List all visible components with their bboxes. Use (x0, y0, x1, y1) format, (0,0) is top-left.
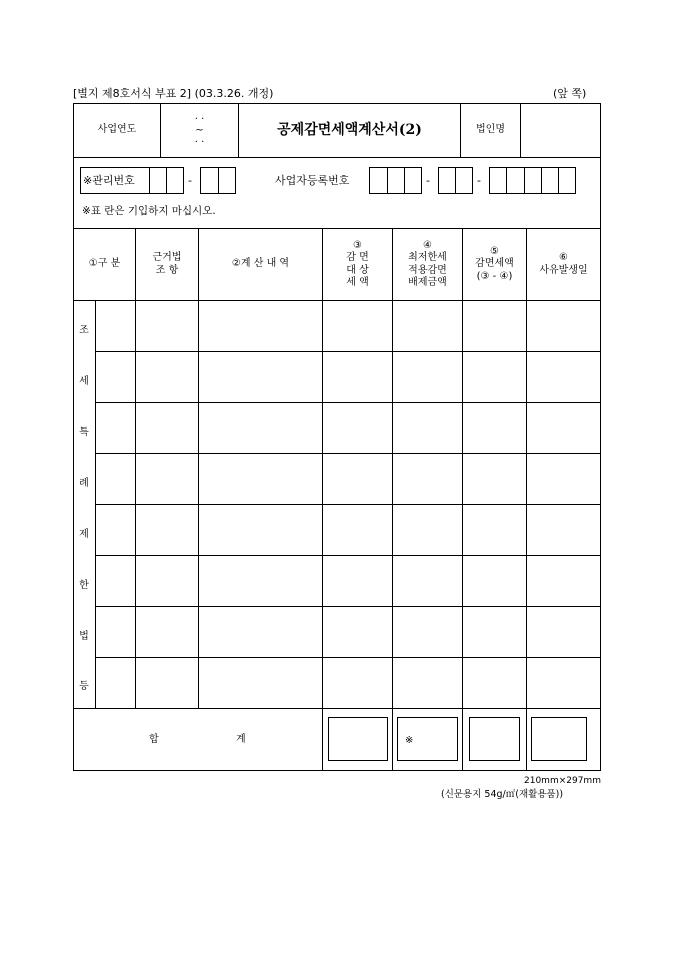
paper-size: 210mm×297mm (524, 776, 601, 786)
total-label-a: 합 (149, 734, 159, 745)
biz-reg-label: 사업자등록번호 (275, 174, 350, 187)
col-header-occurrence-date: ⑥ 사유발생일 (539, 252, 588, 276)
biz-reg-cell-7[interactable] (507, 168, 523, 193)
biz-reg-cell-2[interactable] (388, 168, 404, 193)
biz-reg-cell-10[interactable] (559, 168, 575, 193)
category-char-5: 제 (79, 529, 89, 540)
fiscal-period-start-field[interactable]: · · (194, 113, 205, 125)
paper-spec: (신문용지 54g/㎡(재활용품)) (441, 789, 564, 800)
table-row[interactable] (96, 352, 600, 402)
total-target-tax-field[interactable] (328, 717, 388, 761)
category-char-3: 특 (79, 427, 89, 438)
col-header-calculation: ②계 산 내 역 (231, 258, 290, 270)
table-row[interactable] (96, 505, 600, 555)
biz-reg-cell-4[interactable] (439, 168, 455, 193)
total-label-b: 계 (236, 734, 246, 745)
biz-reg-cell-5[interactable] (456, 168, 472, 193)
category-char-7: 법 (79, 631, 89, 642)
table-row[interactable] (96, 301, 600, 351)
category-char-8: 등 (79, 681, 89, 692)
page-side-label: (앞 쪽) (553, 87, 587, 100)
total-shaded-marker: ※ (405, 735, 414, 746)
biz-reg-dash-1: - (426, 174, 430, 187)
mgmt-no-cell-3[interactable] (201, 168, 217, 193)
table-row[interactable] (96, 556, 600, 606)
table-row[interactable] (96, 403, 600, 453)
corp-name-label: 법인명 (476, 124, 505, 136)
biz-reg-cell-9[interactable] (542, 168, 558, 193)
category-char-1: 조 (79, 325, 89, 336)
mgmt-no-cell-2[interactable] (167, 168, 183, 193)
fiscal-period-end-field[interactable]: · · (194, 136, 205, 148)
biz-reg-cell-6[interactable] (490, 168, 506, 193)
biz-reg-cell-1[interactable] (370, 168, 386, 193)
mgmt-no-cell-1[interactable] (150, 168, 166, 193)
form-title: 공제감면세액계산서(2) (277, 121, 422, 138)
category-char-6: 한 (79, 580, 89, 591)
table-row[interactable] (96, 454, 600, 504)
col-header-reduced-tax: ⑤ 감면세액 (③ - ④) (475, 245, 514, 282)
total-reduced-tax-field[interactable] (469, 717, 520, 761)
shaded-field-note: ※표 란은 기입하지 마십시오. (82, 205, 216, 217)
col-header-reduction-target-tax: ③ 감 면 대 상 세 액 (346, 239, 369, 288)
category-char-4: 례 (79, 478, 89, 489)
biz-reg-cell-3[interactable] (405, 168, 421, 193)
category-char-2: 세 (79, 376, 89, 387)
col-header-minimum-tax-exclusion: ④ 최저한세 적용감면 배제금액 (408, 239, 447, 288)
col-header-legal-basis: 근거법 조 항 (152, 252, 182, 276)
form-reference: [별지 제8호서식 부표 2] (03.3.26. 개정) (73, 87, 274, 100)
corp-name-field[interactable] (521, 104, 600, 157)
total-date-field[interactable] (531, 717, 587, 761)
table-row[interactable] (96, 607, 600, 657)
mgmt-no-dash: - (188, 174, 192, 187)
mgmt-no-label: ※관리번호 (83, 174, 135, 187)
col-header-category: ①구 분 (88, 258, 121, 270)
table-row[interactable] (96, 658, 600, 708)
fiscal-period-separator: ~ (195, 124, 204, 136)
mgmt-no-cell-4[interactable] (219, 168, 235, 193)
biz-reg-dash-2: - (477, 174, 481, 187)
biz-reg-cell-8[interactable] (525, 168, 541, 193)
fiscal-year-label: 사업연도 (97, 124, 137, 136)
